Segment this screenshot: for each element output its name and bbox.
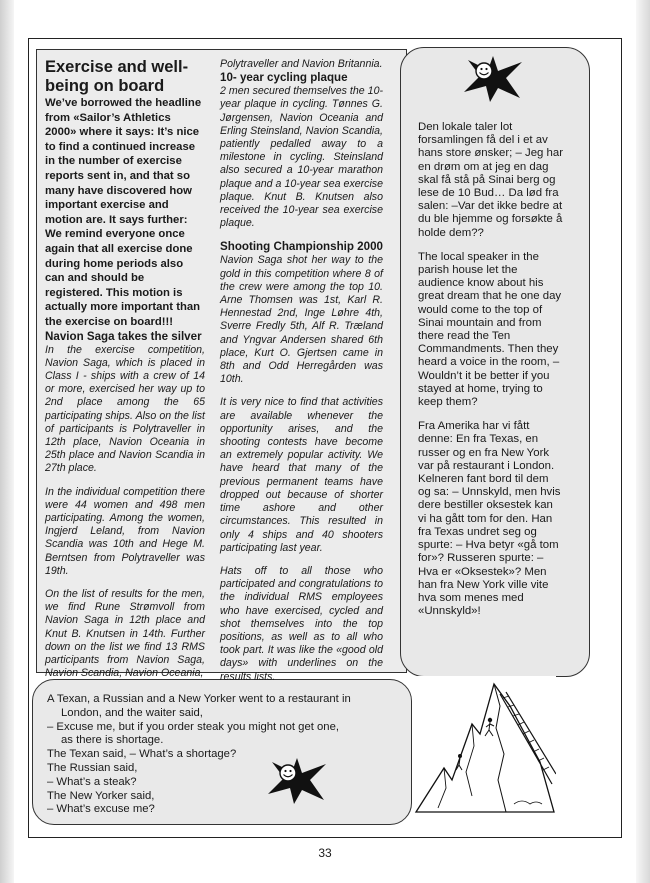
paragraph: Polytraveller and Navion Britannia. [220, 58, 383, 70]
page-number: 33 [318, 846, 332, 860]
paragraph: Hats off to all those who participated and congratulations to the individual RMS employees who have exercised, cycled and shot themselves into the top positions, as well as to all who took part. It was like the «good old days» with underlines on the results lists. [220, 564, 383, 683]
article-column-1 [45, 58, 205, 680]
page-edge-right [636, 0, 650, 883]
joke-line: London, and the waiter said, [61, 706, 203, 719]
paragraph: Den lokale taler lot forsamlingen få del i et av hans store ønsker; – Jeg har en drøm om at jeg en dag skal få stå på Sinai berg og lese de 10 Bud… Da lød fra salen: –Var det ikke bedre at du ble hjemme og forsøkte å holde dem?? [418, 121, 563, 239]
joke-line: The New Yorker said, [47, 789, 155, 802]
joke-line: – What’s excuse me? [47, 803, 155, 816]
paragraph: 2 men secured themselves the 10-year plaque in cycling. Tønnes G. Jørgensen, Navion Oceania and Erling Steinsland, Navion Scandia, patiently pedalled away to a milestone in cycling. Steinsland also secured a 10-year marathon plaque and a 10-year sea exercise plaque. Knut B. Knutsen also received the 10-year sea exercise plaque. [220, 85, 383, 230]
joke-line: The Russian said, [47, 761, 138, 774]
mountain-stairs-illustration [414, 676, 556, 814]
paragraph: On the list of results for the men, we find Rune Strømvoll from Navion Saga in 12th place and Knut B. Knutsen in 14th. Further down on the list we find 13 RMS participants from Navion Saga, Navion Scandia, Navion Oceania, [45, 587, 205, 680]
paragraph: In the individual competition there were 44 women and 498 men participating. Among the women, Ingjerd Leland, from Navion Scandia was 10th and Hege M. Berntsen from Polytraveller was 19th. [45, 485, 205, 577]
page-edge-left [0, 0, 14, 883]
paragraph: Fra Amerika har vi fått denne: En fra Texas, en russer og en fra New York var på restaurant i London. Kelneren fant bord til dem og sa: – Unnskyld, men hvis dere bestiller oksestek kan vi ha gått tom for den. Han fra Texas undret seg og spurte: – Hva betyr «gå tom for»? Russeren spurte: – Hva er «Oksestek»? Men han fra New York ville vite hva som menes med «Unnskyld»! [418, 420, 561, 618]
joke-line: as there is shortage. [61, 734, 164, 747]
joke-line: – What’s a steak? [47, 775, 137, 788]
article-column-2 [220, 58, 383, 684]
joke-column [418, 121, 564, 629]
joke-line: A Texan, a Russian and a New Yorker went to a restaurant in [47, 693, 351, 705]
subheading-shooting: Shooting Championship 2000 [220, 240, 383, 254]
paragraph: In the exercise competition, Navion Saga, which is placed in Class I - ships with a crew of 14 or more, exercised her way up to 2nd place among the 65 participating ships. Also on the list of participants is Polytraveller in 12th place, Navion Oceania in 25th place and Navion Scandia in 27th place. [45, 343, 205, 475]
bottom-joke-text [47, 693, 397, 817]
article-heading: Exercise and well-being on board [45, 58, 189, 95]
paragraph: It is very nice to find that activities are available whenever the opportunity arises, and the shooting contests have become an extremely popular activity. We have heard that many of the previous permanent teams have dropped out because of shorter time ashore and other circumstances. This resulted in only 4 ships and 40 shooters participating last year. [220, 396, 383, 554]
smiley-star-icon [462, 54, 524, 109]
subheading-silver: Navion Saga takes the silver [45, 329, 202, 343]
subheading-cycling: 10- year cycling plaque [220, 71, 348, 85]
joke-line: The Texan said, – What’s a shortage? [47, 748, 237, 761]
joke-line: – Excuse me, but if you order steak you might not get one, [47, 720, 339, 733]
article-intro: We’ve borrowed the headline from «Sailor’s Athletics 2000» where it says: It’s nice to find a continued increase in the number of exercise reports sent in, and that so many have discovered how important exercise and motion are. It says further: We remind everyone once again that all exercise done during home periods also can and should be registered. This motion is actually more important than the exercise on board!!! [45, 97, 202, 328]
paragraph: The local speaker in the parish house let the audience know about his great dream that he one day would come to the top of Sinai mountain and from there read the Ten Commandments. Then they heard a voice in the room, – Wouldn’t it be better if you stayed at home, trying to keep them? [418, 250, 562, 409]
paragraph: Navion Saga shot her way to the gold in this competition where 8 of the crew were among the top 10. Arne Thomsen was 1st, Karl R. Hennestad 2nd, Inge Løhre 4th, Sverre Fredly 5th, Alf R. Træland and Yngvar Andersen shared 6th place, Kurt O. Gjertsen came in 8th and Odd Herregården was 10th. [220, 254, 383, 386]
smiley-star-icon [266, 756, 328, 811]
